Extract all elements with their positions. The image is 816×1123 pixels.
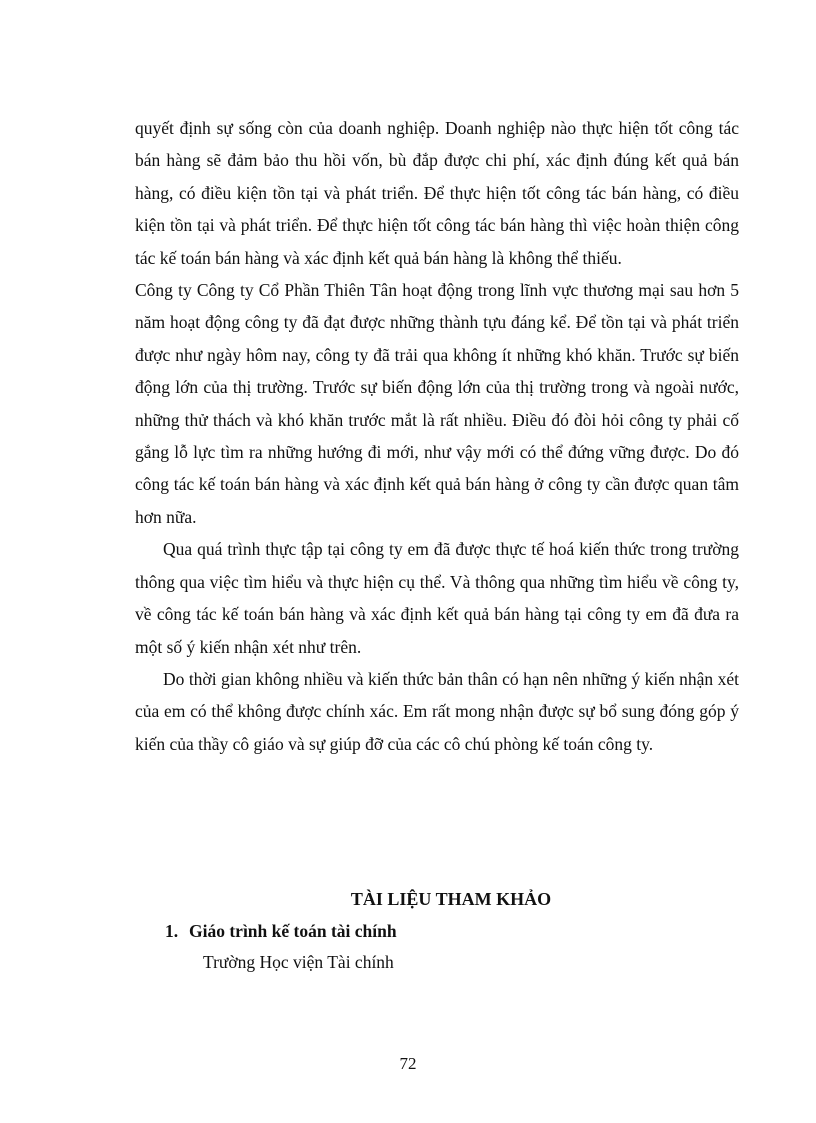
references-section (135, 882, 739, 978)
reference-title: Giáo trình kế toán tài chính (189, 921, 397, 941)
body-text (135, 112, 739, 760)
page-number: 72 (399, 1054, 417, 1073)
references-title: TÀI LIỆU THAM KHẢO (350, 889, 552, 909)
reference-item (165, 916, 739, 946)
paragraph-closing: Do thời gian không nhiều và kiến thức bản thân có hạn nên những ý kiến nhận xét của em có thể không được chính xác. Em rất mong nhận được sự bổ sung đóng góp ý kiến của thầy cô giáo và sự giúp đỡ của các cô chú phòng kế toán công ty. (135, 668, 739, 754)
paragraph-company-overview: Công ty Công ty Cổ Phần Thiên Tân hoạt động trong lĩnh vực thương mại sau hơn 5 năm hoạt động công ty đã đạt được những thành tựu đáng kể. Để tồn tại và phát triển được như ngày hôm nay, công ty đã trải qua không ít những khó khăn. Trước sự biến động lớn của thị trường. Trước sự biến động lớn của thị trường trong và ngoài nước, những thử thách và khó khăn trước mắt là rất nhiều. Điều đó đòi hỏi công ty phải cố gắng lỗ lực tìm ra những hướng đi mới, như vậy mới có thể đứng vững được. Do đó công tác kế toán bán hàng và xác định kết quả bán hàng ở công ty cần được quan tâm hơn nữa. (135, 280, 739, 527)
reference-number: 1. (165, 921, 179, 941)
reference-source: Trường Học viện Tài chính (203, 952, 394, 972)
paragraph-internship: Qua quá trình thực tập tại công ty em đã được thực tế hoá kiến thức trong trường thông qua việc tìm hiểu và thực hiện cụ thể. Và thông qua những tìm hiểu về công ty, về công tác kế toán bán hàng và xác định kết quả bán hàng tại công ty em đã đưa ra một số ý kiến nhận xét như trên. (135, 539, 739, 657)
paragraph-sales-importance: quyết định sự sống còn của doanh nghiệp. Doanh nghiệp nào thực hiện tốt công tác bán hàng sẽ đảm bảo thu hồi vốn, bù đắp được chi phí, xác định đúng kết quả bán hàng, có điều kiện tồn tại và phát triển. Để thực hiện tốt công tác bán hàng, có điều kiện tồn tại và phát triển. Để thực hiện tốt công tác bán hàng thì việc hoàn thiện công tác kế toán bán hàng và xác định kết quả bán hàng là không thể thiếu. (135, 118, 739, 268)
